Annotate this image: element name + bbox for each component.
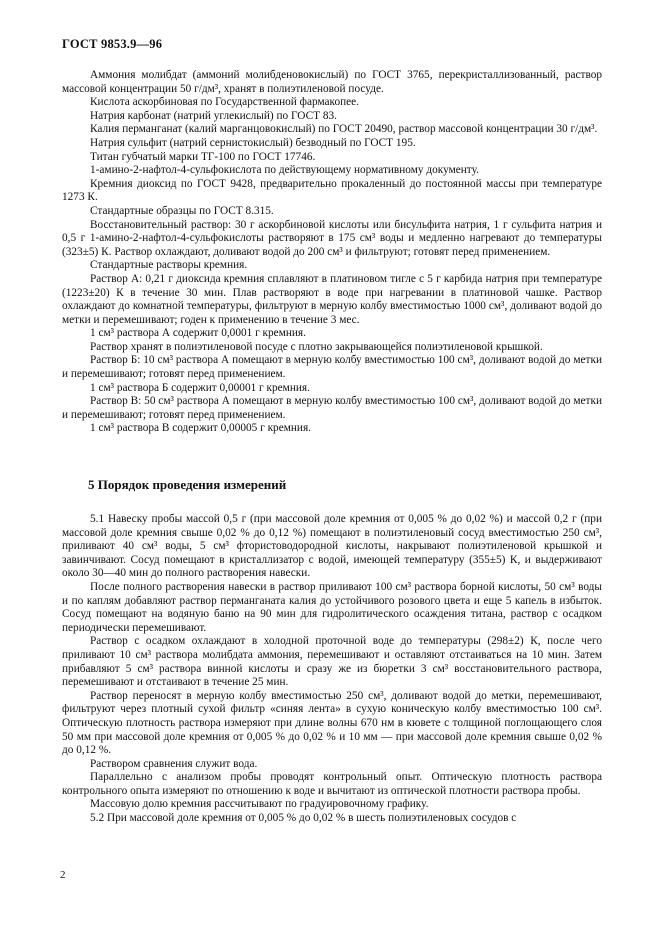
paragraph: Массовую долю кремния рассчитывают по градуировочному графику. — [90, 798, 429, 811]
page-number: 2 — [60, 869, 66, 881]
paragraph: 1 см³ раствора В содержит 0,00005 г кремния. — [90, 422, 311, 435]
paragraph: Восстановительный раствор: 30 г аскорбиновой кислоты или бисульфита натрия, 1 г сульфита натрия и 0,5 г 1-амино-2-нафтол-4-сульфокислоты растворяют в 175 см³ воды и медленно нагревают до температуры (323±5) К. Раствор охлаждают, доливают водой до 200 см³ и фильтруют; готовят перед применением. — [62, 218, 602, 258]
paragraph: Раствор В: 50 см³ раствора А помещают в мерную колбу вместимостью 100 см³, доливают водой до метки и перемешивают; готовят перед применением. — [62, 395, 602, 421]
paragraph: 1 см³ раствора А содержит 0,0001 г кремния. — [90, 327, 306, 340]
paragraph: Натрия карбонат (натрий углекислый) по ГОСТ 83. — [90, 109, 337, 122]
paragraph: Кислота аскорбиновая по Государственной фармакопее. — [90, 96, 359, 109]
document-header: ГОСТ 9853.9—96 — [62, 37, 163, 51]
paragraph: Раствор А: 0,21 г диоксида кремния сплавляют в платиновом тигле с 5 г карбида натрия при температуре (1223±20) К в течение 30 мин. Плав растворяют в воде при нагревании в платиновой чашке. Раствор охлаждают до комнатной температуры, фильтруют в мерную колбу вместимостью 1000 см³, доливают водой до метки и перемешивают; годен к применению в течение 3 мес. — [62, 272, 602, 326]
paragraph: 1-амино-2-нафтол-4-сульфокислота по действующему нормативному документу. — [90, 164, 479, 177]
paragraph: Раствор хранят в полиэтиленовой посуде с плотно закрывающейся полиэтиленовой крышкой. — [90, 340, 543, 353]
paragraph: После полного растворения навески в раствор приливают 100 см³ раствора борной кислоты, 50 см³ воды и по каплям добавляют раствор перманганата калия до устойчивого розового цвета и еще 5 капель в избыток. Сосуд помещают на водяную баню на 90 мин для гидролитического осаждения титана, раствор с осадком периодически перемешивают. — [62, 580, 602, 634]
paragraph: Натрия сульфит (натрий сернистокислый) безводный по ГОСТ 195. — [90, 136, 416, 149]
paragraph: 1 см³ раствора Б содержит 0,00001 г кремния. — [90, 381, 310, 394]
paragraph: 5.2 При массовой доле кремния от 0,005 % до 0,02 % в шесть полиэтиленовых сосудов с — [90, 812, 517, 825]
paragraph: Раствор Б: 10 см³ раствора А помещают в мерную колбу вместимостью 100 см³, доливают водой до метки и перемешивают; готовят перед применением. — [62, 354, 602, 381]
paragraph: Стандартные образцы по ГОСТ 8.315. — [90, 204, 274, 217]
procedure-block — [62, 513, 602, 826]
reagents-block — [62, 69, 602, 436]
paragraph: Параллельно с анализом пробы проводят контрольный опыт. Оптическую плотность раствора контрольного опыта измеряют по отношению к воде и вычитают из оптической плотности раствора пробы. — [62, 771, 602, 797]
paragraph: Раствор переносят в мерную колбу вместимостью 250 см³, доливают водой до метки, перемешивают, фильтруют через плотный сухой фильтр «синяя лента» в сухую коническую колбу вместимостью 100 см³. Оптическую плотность раствора измеряют при длине волны 670 нм в кювете с толщиной поглощающего слоя 50 мм при массовой доле кремния от 0,005 % до 0,02 % и 10 мм — при массовой доле кремния свыше 0,02 % до 0,12 %. — [62, 689, 602, 757]
paragraph: Титан губчатый марки ТГ-100 по ГОСТ 17746. — [90, 150, 316, 163]
paragraph: 5.1 Навеску пробы массой 0,5 г (при массовой доле кремния от 0,005 % до 0,02 %) и массой 0,2 г (при массовой доле кремния свыше 0,02 % до 0,12 %) помещают в полиэтиленовый сосуд вместимостью 250 см³, приливают 40 см³ воды, 5 см³ фтористоводородной кислоты, накрывают полиэтиленовой крышкой и завинчивают. Сосуд помещают в кристаллизатор с водой, имеющей температуру (355±5) К, и выдерживают около 30—40 мин до полного растворения навески. — [62, 513, 602, 580]
paragraph: Аммония молибдат (аммоний молибденовокислый) по ГОСТ 3765, перекристаллизованный, раствор массовой концентрации 50 г/дм³, хранят в полиэтиленовой посуде. — [62, 69, 602, 95]
section-title: 5 Порядок проведения измерений — [88, 477, 287, 492]
paragraph: Раствором сравнения служит вода. — [90, 757, 258, 770]
paragraph: Стандартные растворы кремния. — [90, 259, 248, 272]
paragraph: Раствор с осадком охлаждают в холодной проточной воде до температуры (298±2) К, после чего приливают 10 см³ раствора молибдата аммония, перемешивают и оставляют отстаиваться на 10 мин. Затем прибавляют 5 см³ раствора винной кислоты и сразу же из бюретки 3 см³ восстановительного раствора, перемешивают и отстаивают в течение 25 мин. — [62, 635, 602, 689]
paragraph: Калия перманганат (калий марганцовокислый) по ГОСТ 20490, раствор массовой концентрации 30 г/дм³. — [90, 123, 598, 136]
paragraph: Кремния диоксид по ГОСТ 9428, предварительно прокаленный до постоянной массы при температуре 1273 К. — [62, 177, 602, 204]
